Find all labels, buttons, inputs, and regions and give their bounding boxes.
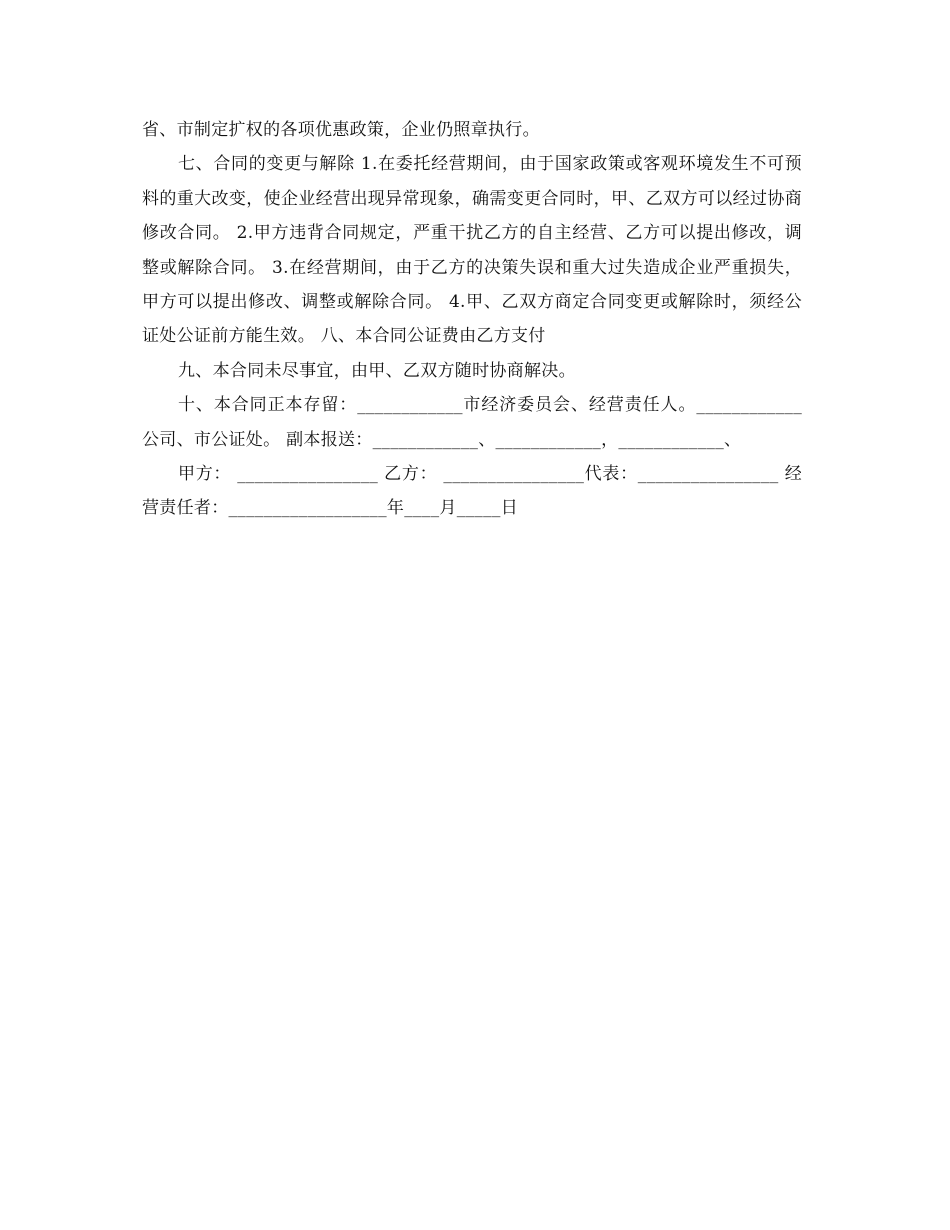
- paragraph-preferential-policy: 省、市制定扩权的各项优惠政策，企业仍照章执行。: [142, 120, 540, 140]
- paragraph-unresolved-matters: 九、本合同未尽事宜，由甲、乙双方随时协商解决。: [178, 360, 576, 381]
- paragraph-contract-change: 七、合同的变更与解除 1.在委托经营期间，由于国家政策或客观环境发生不可预料的重大改变，使企业经营出现异常现象，确需变更合同时，甲、乙双方可以经过协商修改合同。 2.甲方违背合同规定，严重干扰乙方的自主经营、乙方可以提出修改，调整或解除合同。 3.在经营期间，由于乙方的决策失误和重大过失造成企业严重损失，甲方可以提出修改、调整或解除合同。 4.甲、乙双方商定合同变更或解除时，须经公证处公证前方能生效。 八、本合同公证费由乙方支付: [142, 154, 802, 347]
- paragraph-signatures: 甲方： ________________ 乙方： ________________代表：________________ 经营责任者：__________________年____月_____日: [142, 464, 802, 519]
- paragraph-contract-copies: 十、本合同正本存留：____________市经济委员会、经营责任人。____________公司、市公证处。 副本报送：____________、____________，____________、: [142, 395, 802, 450]
- document-body: [142, 113, 802, 526]
